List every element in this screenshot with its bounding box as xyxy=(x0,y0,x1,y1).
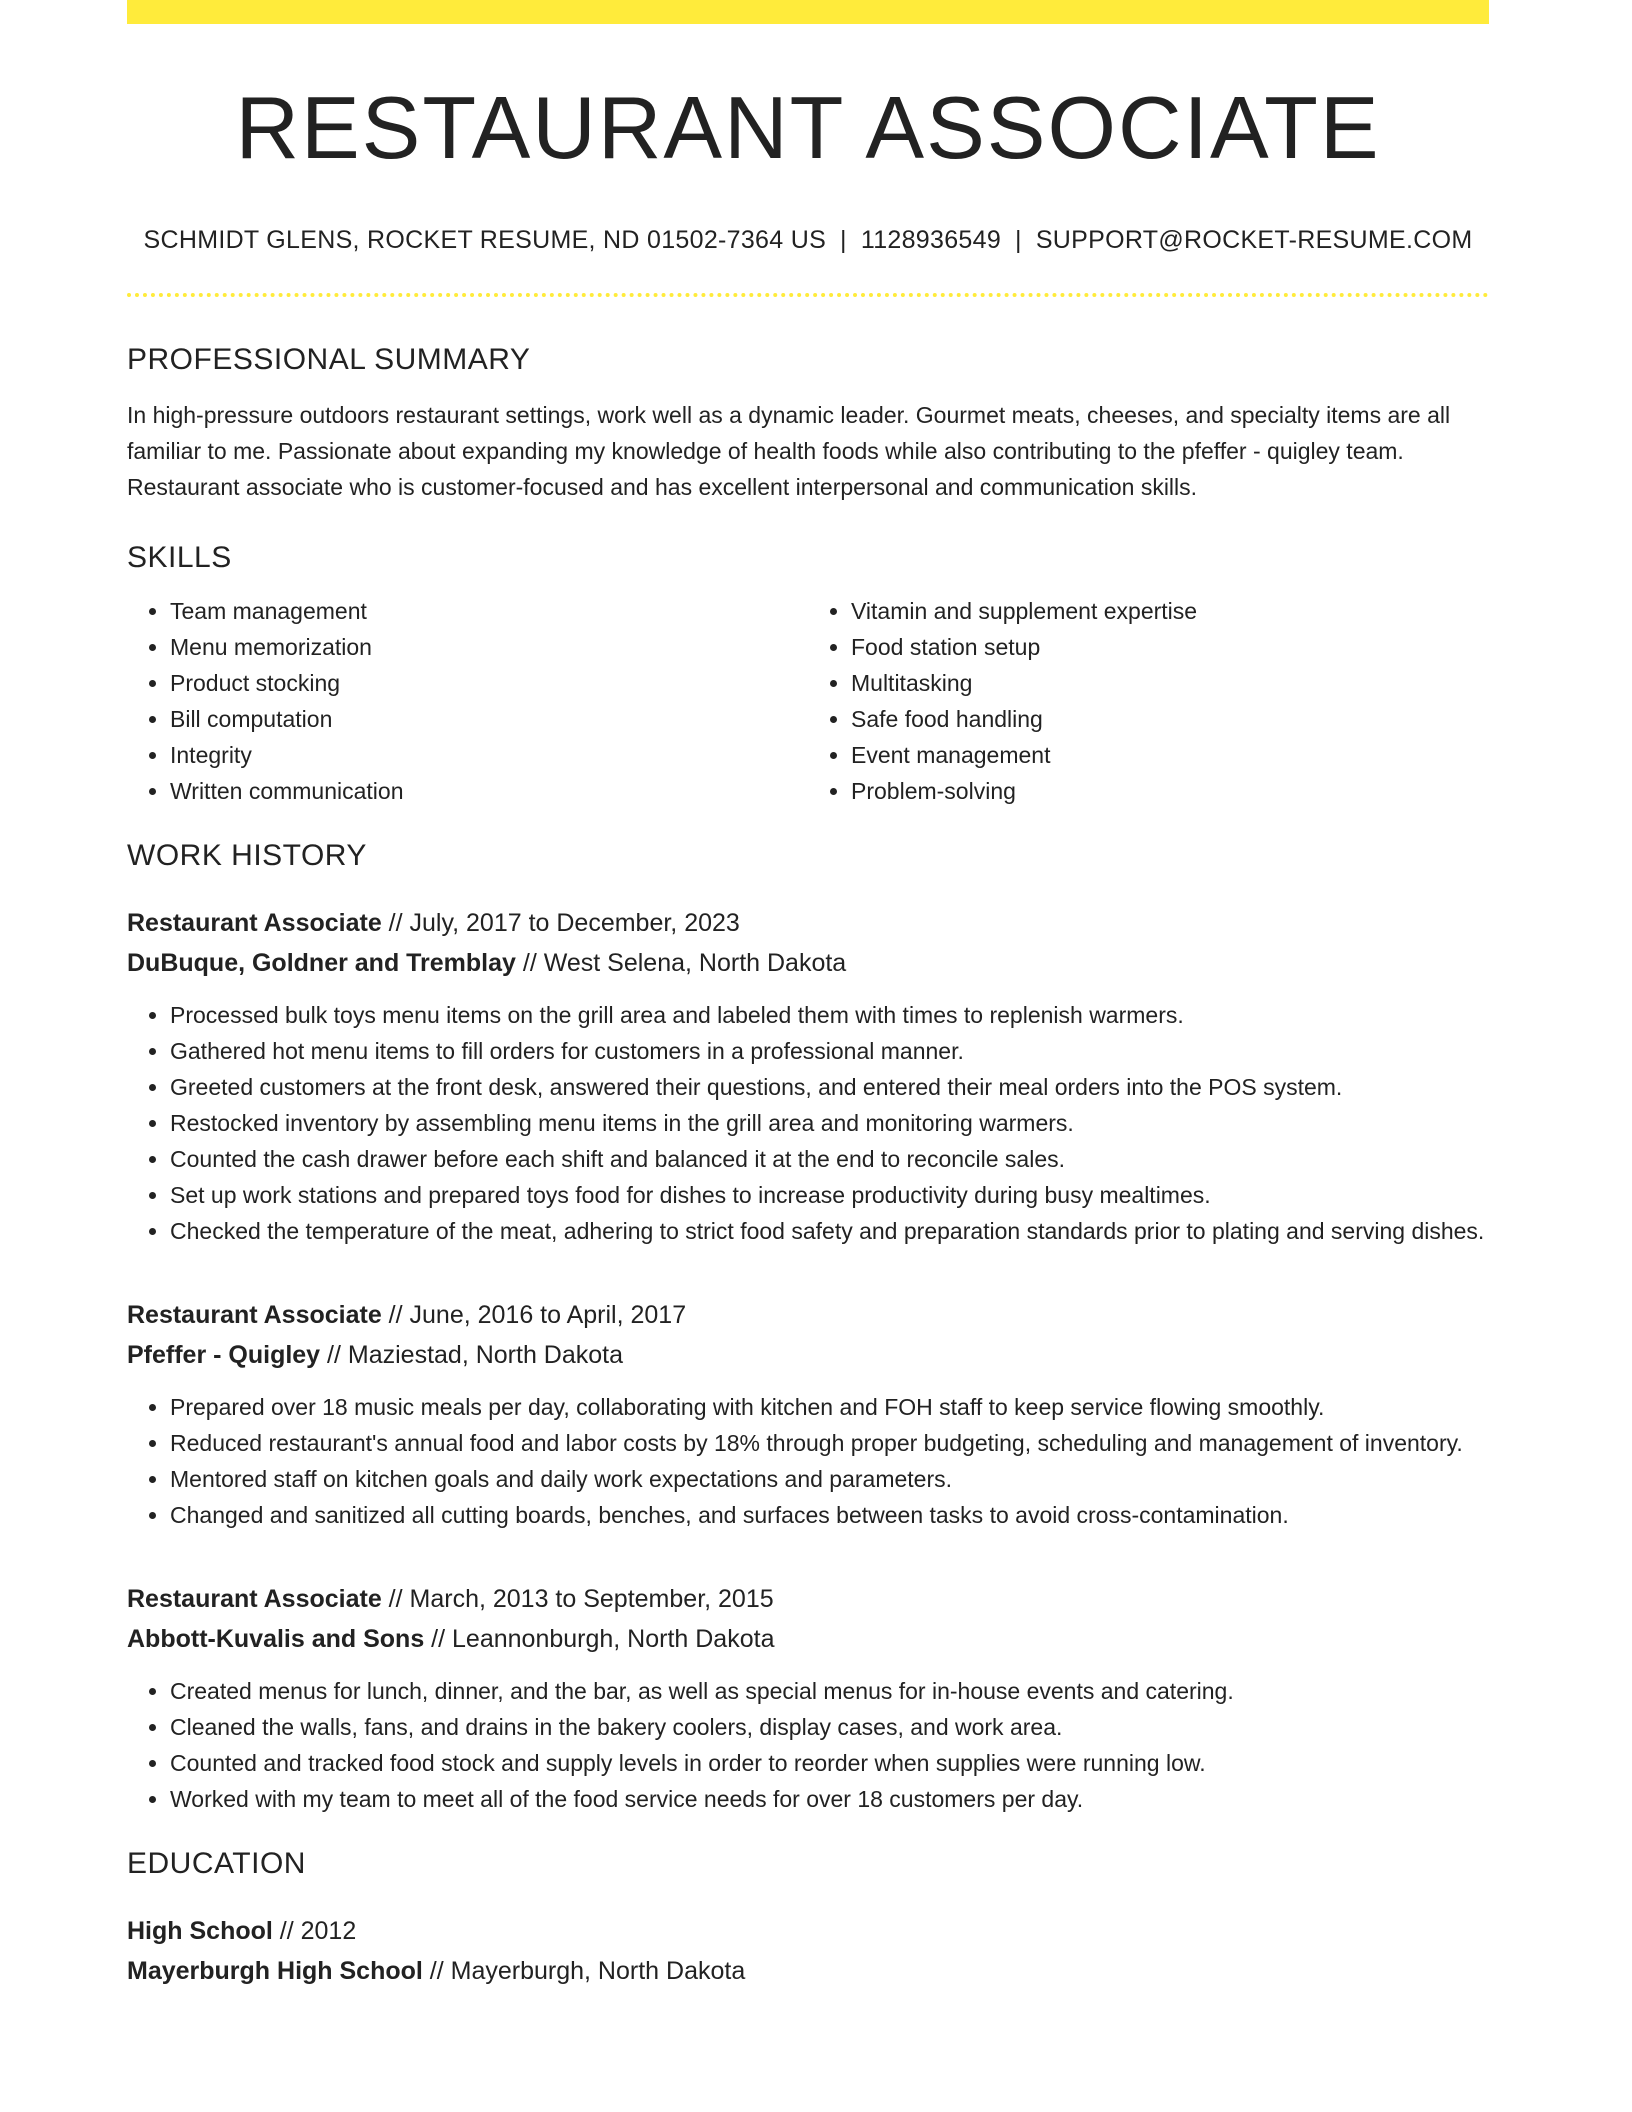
job-bullet: • Gathered hot menu items to fill orders for customers in a professional manner. xyxy=(170,1033,1489,1069)
job-bullet: • Reduced restaurant's annual food and labor costs by 18% through proper budgeting, scheduling and management of inventory. xyxy=(170,1425,1489,1461)
job-location: // West Selena, North Dakota xyxy=(515,949,847,978)
resume-page xyxy=(127,0,1489,1991)
skill-item: • Food station setup xyxy=(851,629,1489,665)
skill-item: • Safe food handling xyxy=(851,701,1489,737)
skills-right-list xyxy=(808,593,1489,809)
education-heading: EDUCATION xyxy=(127,1847,306,1881)
job-bullet: • Greeted customers at the front desk, answered their questions, and entered their meal orders into the POS system. xyxy=(170,1069,1489,1105)
job-bullet: • Cleaned the walls, fans, and drains in the bakery coolers, display cases, and work area. xyxy=(170,1709,1489,1745)
job-bullet: • Processed bulk toys menu items on the grill area and labeled them with times to replenish warmers. xyxy=(170,997,1489,1033)
education-entry xyxy=(127,1911,1489,1991)
skills-left-list xyxy=(127,593,808,809)
job-bullet: • Restocked inventory by assembling menu items in the grill area and monitoring warmers. xyxy=(170,1105,1489,1141)
job-title: Restaurant Associate xyxy=(127,1585,382,1614)
job-title: Restaurant Associate xyxy=(127,1301,382,1330)
resume-title: RESTAURANT ASSOCIATE xyxy=(235,78,1381,177)
contact-address: SCHMIDT GLENS, ROCKET RESUME, ND 01502-7364 US xyxy=(143,226,827,255)
education-school: Mayerburgh High School xyxy=(127,1957,423,1986)
top-accent-bar xyxy=(127,0,1489,24)
job-bullet: • Set up work stations and prepared toys food for dishes to increase productivity during busy mealtimes. xyxy=(170,1177,1489,1213)
job-bullet: • Mentored staff on kitchen goals and daily work expectations and parameters. xyxy=(170,1461,1489,1497)
contact-email: SUPPORT@ROCKET-RESUME.COM xyxy=(1035,226,1473,255)
job-dates: // June, 2016 to April, 2017 xyxy=(381,1301,687,1330)
job-dates: // July, 2017 to December, 2023 xyxy=(381,909,740,938)
skills-section xyxy=(127,541,1489,809)
summary-section xyxy=(127,343,1489,505)
job-title-line xyxy=(127,1579,1489,1619)
job-title: Restaurant Associate xyxy=(127,909,382,938)
job-entry xyxy=(127,1295,1489,1533)
job-company-line xyxy=(127,1335,1489,1375)
contact-separator: | xyxy=(1015,226,1022,255)
job-title-line xyxy=(127,903,1489,943)
work-history-section xyxy=(127,839,1489,1817)
education-section xyxy=(127,1847,1489,1991)
skill-item: • Bill computation xyxy=(170,701,808,737)
job-company-line xyxy=(127,943,1489,983)
work-history-heading: WORK HISTORY xyxy=(127,839,367,873)
job-bullet: • Prepared over 18 music meals per day, collaborating with kitchen and FOH staff to keep service flowing smoothly. xyxy=(170,1389,1489,1425)
skill-item: • Written communication xyxy=(170,773,808,809)
job-bullet: • Created menus for lunch, dinner, and the bar, as well as special menus for in-house events and catering. xyxy=(170,1673,1489,1709)
summary-heading: PROFESSIONAL SUMMARY xyxy=(127,343,531,377)
education-school-line xyxy=(127,1951,1489,1991)
dotted-divider xyxy=(127,293,1489,297)
job-bullets xyxy=(127,997,1489,1249)
job-bullet: • Checked the temperature of the meat, adhering to strict food safety and preparation standards prior to plating and serving dishes. xyxy=(170,1213,1489,1249)
skills-columns xyxy=(127,593,1489,809)
job-company-line xyxy=(127,1619,1489,1659)
job-bullets xyxy=(127,1673,1489,1817)
education-degree: High School xyxy=(127,1917,273,1946)
skill-item: • Vitamin and supplement expertise xyxy=(851,593,1489,629)
contact-separator: | xyxy=(840,226,847,255)
job-bullet: • Counted the cash drawer before each shift and balanced it at the end to reconcile sales. xyxy=(170,1141,1489,1177)
skill-item: • Team management xyxy=(170,593,808,629)
job-entry xyxy=(127,1579,1489,1817)
skill-item: • Product stocking xyxy=(170,665,808,701)
skill-item: • Integrity xyxy=(170,737,808,773)
contact-phone: 1128936549 xyxy=(860,226,1002,255)
job-company: Pfeffer - Quigley xyxy=(127,1341,321,1370)
education-degree-line xyxy=(127,1911,1489,1951)
skill-item: • Problem-solving xyxy=(851,773,1489,809)
job-bullets xyxy=(127,1389,1489,1533)
job-company: Abbott-Kuvalis and Sons xyxy=(127,1625,425,1654)
skill-item: • Multitasking xyxy=(851,665,1489,701)
job-bullet: • Changed and sanitized all cutting boards, benches, and surfaces between tasks to avoid cross-contamination. xyxy=(170,1497,1489,1533)
education-location: // Mayerburgh, North Dakota xyxy=(422,1957,746,1986)
education-year: // 2012 xyxy=(272,1917,357,1946)
summary-text: In high-pressure outdoors restaurant settings, work well as a dynamic leader. Gourmet meats, cheeses, and specialty items are all familiar to me. Passionate about expanding my knowledge of health foods while also contributing to the pfeffer - quigley team. Restaurant associate who is customer-focused and has excellent interpersonal and communication skills. xyxy=(127,402,1451,501)
contact-line xyxy=(127,226,1489,255)
job-location: // Leannonburgh, North Dakota xyxy=(424,1625,775,1654)
job-bullet: • Worked with my team to meet all of the food service needs for over 18 customers per day. xyxy=(170,1781,1489,1817)
skill-item: • Menu memorization xyxy=(170,629,808,665)
job-dates: // March, 2013 to September, 2015 xyxy=(381,1585,774,1614)
job-title-line xyxy=(127,1295,1489,1335)
job-entry xyxy=(127,903,1489,1249)
job-location: // Maziestad, North Dakota xyxy=(320,1341,623,1370)
job-bullet: • Counted and tracked food stock and supply levels in order to reorder when supplies were running low. xyxy=(170,1745,1489,1781)
skill-item: • Event management xyxy=(851,737,1489,773)
job-company: DuBuque, Goldner and Tremblay xyxy=(127,949,516,978)
skills-heading: SKILLS xyxy=(127,541,232,575)
